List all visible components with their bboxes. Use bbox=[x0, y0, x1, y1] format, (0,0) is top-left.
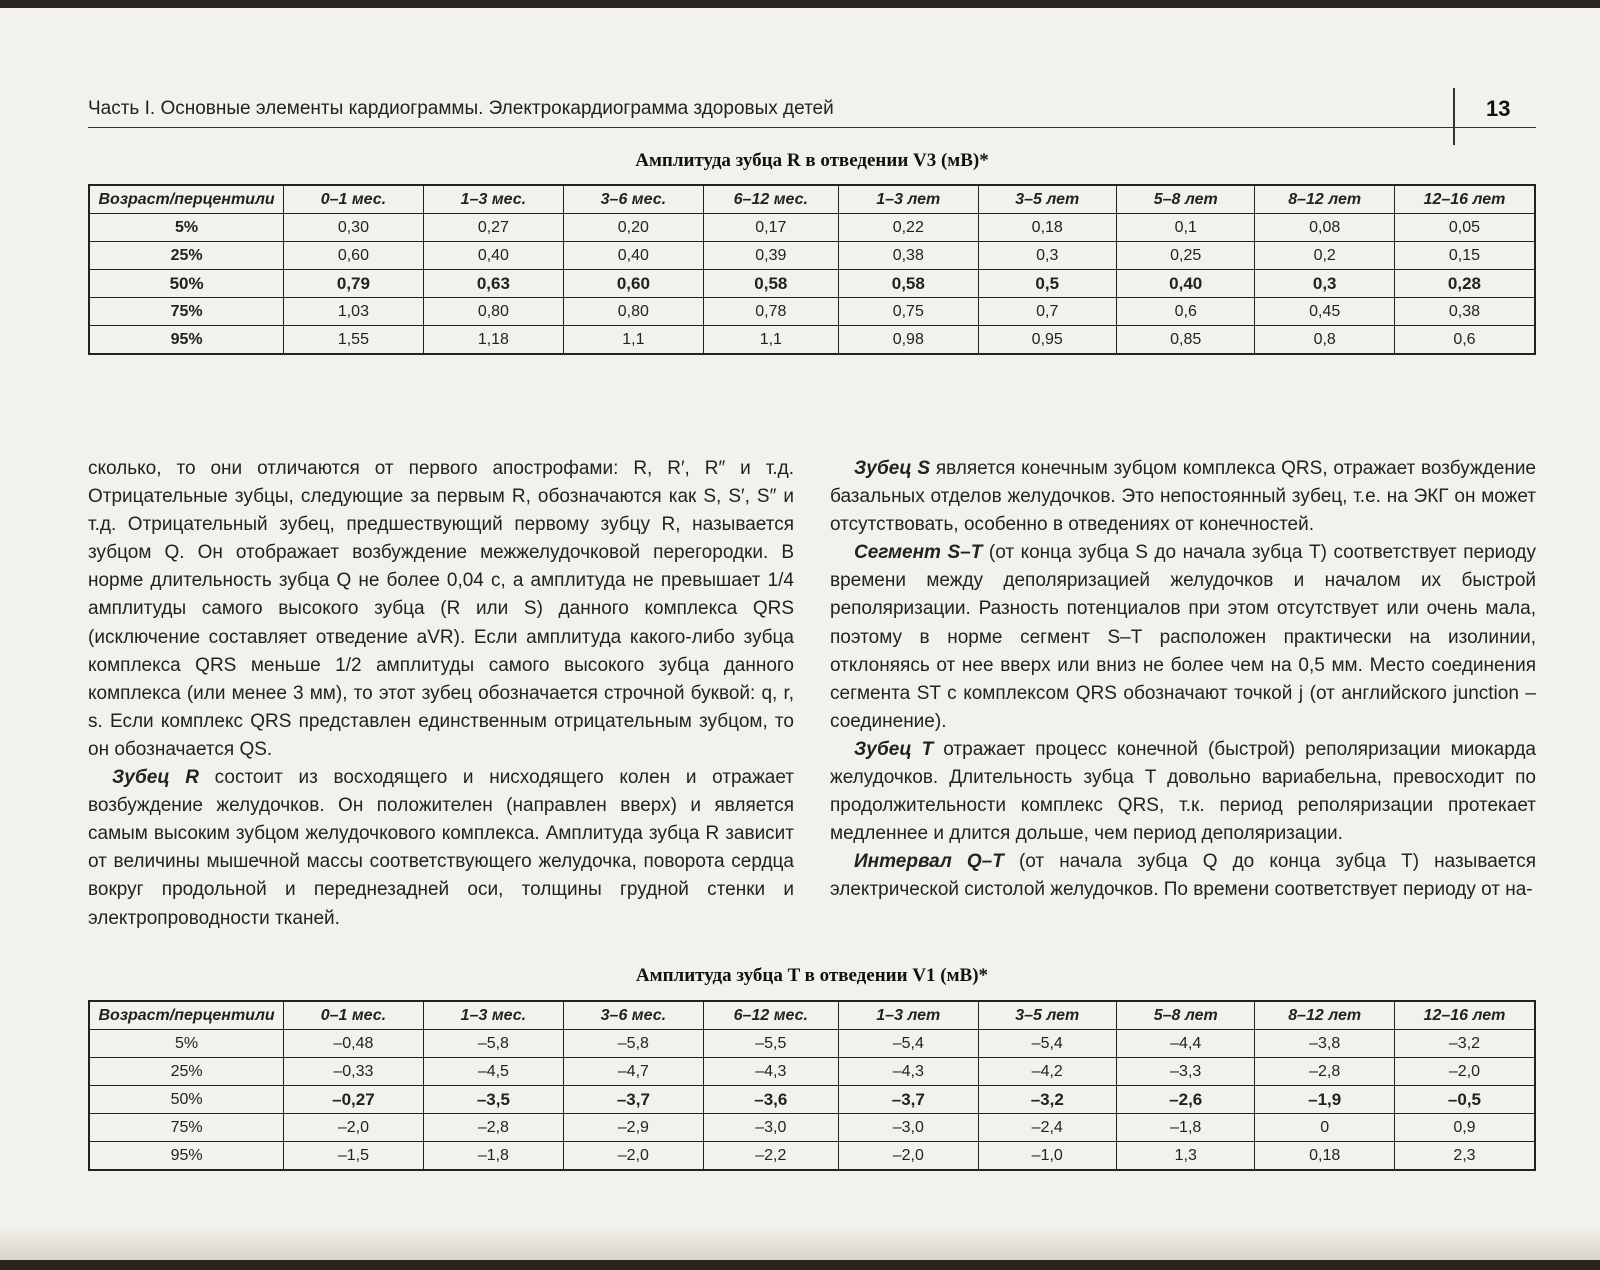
table-header-row bbox=[89, 1001, 1535, 1030]
paragraph-text: отражает процесс конечной (быстрой) реполяризации миокарда желудочков. Длительность зубца T довольно вариабельна, превосходит по продолжительности комплекс QRS, т.к. период реполяризации протекает медленнее и длится дольше, чем период деполяризации. bbox=[830, 738, 1537, 845]
row-label: 25% bbox=[89, 1058, 284, 1086]
table-cell: –1,0 bbox=[978, 1142, 1116, 1171]
header-cell: 3–6 мес. bbox=[564, 1001, 703, 1030]
header-cell: 8–12 лет bbox=[1255, 1001, 1394, 1030]
page-bottom-edge bbox=[0, 1226, 1600, 1260]
table-row bbox=[89, 1058, 1535, 1086]
table-t-wave-v1 bbox=[88, 1000, 1536, 1171]
header-cell: 3–5 лет bbox=[978, 1001, 1116, 1030]
table-cell: –4,2 bbox=[978, 1058, 1116, 1086]
term-st-segment: Сегмент S–T bbox=[854, 542, 983, 564]
paragraph bbox=[830, 848, 1536, 904]
term-qt-interval: Интервал Q–T bbox=[854, 851, 1004, 873]
paragraph bbox=[88, 764, 794, 933]
paragraph-text: состоит из восходящего и нисходящего колен и отражает возбуждение желудочков. Он положителен (направлен вверх) и является самым высоким зубцом желудочкового комплекса. Амплитуда зубца R зависит от величины мышечной массы соответствующего желудочка, поворота сердца вокруг продольной и переднезадней оси, толщины грудной стенки и электропроводности тканей. bbox=[88, 767, 794, 929]
header-cell: 0–1 мес. bbox=[284, 185, 423, 214]
header-cell: 3–6 мес. bbox=[564, 185, 703, 214]
table-cell: 1,1 bbox=[703, 326, 838, 355]
table-cell: 0,25 bbox=[1116, 242, 1254, 270]
table-cell: 0,40 bbox=[564, 242, 703, 270]
paragraph-text: (от начала зубца Q до конца зубца T) называется электрической систолой желудочков. По времени соответствует периоду от на- bbox=[830, 851, 1536, 901]
table-cell: –3,7 bbox=[564, 1086, 703, 1114]
table-cell: –3,2 bbox=[1394, 1030, 1535, 1058]
table-cell: 0,40 bbox=[423, 242, 563, 270]
table-cell: –2,8 bbox=[1255, 1058, 1394, 1086]
table-row-median bbox=[89, 270, 1535, 298]
table-cell: 0,80 bbox=[564, 298, 703, 326]
table-cell: –5,4 bbox=[839, 1030, 978, 1058]
table-cell: 0,75 bbox=[839, 298, 978, 326]
table-cell: 1,18 bbox=[423, 326, 563, 355]
table-cell: –3,7 bbox=[839, 1086, 978, 1114]
table-row bbox=[89, 326, 1535, 355]
table-cell: –2,0 bbox=[1394, 1058, 1535, 1086]
table-cell: –5,4 bbox=[978, 1030, 1116, 1058]
header-cell: 12–16 лет bbox=[1394, 185, 1535, 214]
table-cell: –3,8 bbox=[1255, 1030, 1394, 1058]
header-cell: 12–16 лет bbox=[1394, 1001, 1535, 1030]
header-cell: 3–5 лет bbox=[978, 185, 1116, 214]
table-cell: 0,3 bbox=[1255, 270, 1394, 298]
table-cell: 0,15 bbox=[1394, 242, 1535, 270]
table-cell: –2,8 bbox=[423, 1114, 563, 1142]
table-cell: –0,27 bbox=[284, 1086, 423, 1114]
row-label: 5% bbox=[89, 1030, 284, 1058]
table2-caption: Амплитуда зубца T в отведении V1 (мВ)* bbox=[635, 965, 989, 986]
table-cell: 0,18 bbox=[1255, 1142, 1394, 1171]
table-cell: 0,9 bbox=[1394, 1114, 1535, 1142]
table-cell: –5,8 bbox=[564, 1030, 703, 1058]
table-cell: –4,4 bbox=[1116, 1030, 1254, 1058]
table-cell: 0,79 bbox=[284, 270, 423, 298]
table-row bbox=[89, 1030, 1535, 1058]
table-cell: –3,6 bbox=[703, 1086, 838, 1114]
table-cell: 0,2 bbox=[1255, 242, 1394, 270]
table-cell: –4,3 bbox=[703, 1058, 838, 1086]
running-title: Часть I. Основные элементы кардиограммы. Электрокардиограмма здоровых детей bbox=[88, 98, 834, 119]
row-label: 75% bbox=[89, 1114, 284, 1142]
table-cell: 0,60 bbox=[564, 270, 703, 298]
table-cell: 0,28 bbox=[1394, 270, 1535, 298]
table-cell: –3,0 bbox=[703, 1114, 838, 1142]
table-header-row bbox=[89, 185, 1535, 214]
table-cell: –5,8 bbox=[423, 1030, 563, 1058]
table-cell: 0,58 bbox=[703, 270, 838, 298]
row-label: 25% bbox=[89, 242, 284, 270]
row-label: 50% bbox=[89, 1086, 284, 1114]
table-cell: 0,63 bbox=[423, 270, 563, 298]
table1-caption: Амплитуда зубца R в отведении V3 (мВ)* bbox=[635, 150, 989, 171]
term-s-wave: Зубец S bbox=[854, 458, 931, 479]
paragraph-text: является конечным зубцом комплекса QRS, отражает возбуждение базальных отделов желудочков. Это непостоянный зубец, т.е. на ЭКГ он может отсутствовать, особенно в отведениях от конечностей. bbox=[830, 458, 1536, 536]
paragraph bbox=[830, 539, 1536, 736]
table-cell: 0,1 bbox=[1116, 214, 1254, 242]
table-cell: 0,38 bbox=[1394, 298, 1535, 326]
table-cell: –3,5 bbox=[423, 1086, 563, 1114]
table-cell: 0,38 bbox=[839, 242, 978, 270]
table-cell: 0,58 bbox=[839, 270, 978, 298]
table-cell: –3,2 bbox=[978, 1086, 1116, 1114]
table-cell: 1,3 bbox=[1116, 1142, 1254, 1171]
table-cell: 0,18 bbox=[978, 214, 1116, 242]
table-cell: 0,78 bbox=[703, 298, 838, 326]
table-cell: 0,39 bbox=[703, 242, 838, 270]
table-cell: 1,03 bbox=[284, 298, 423, 326]
header-cell: 5–8 лет bbox=[1116, 1001, 1254, 1030]
table-cell: –4,5 bbox=[423, 1058, 563, 1086]
table-cell: –2,9 bbox=[564, 1114, 703, 1142]
table-cell: 0,20 bbox=[564, 214, 703, 242]
header-cell: Возраст/перцентили bbox=[89, 1001, 284, 1030]
table-row bbox=[89, 1142, 1535, 1171]
table-cell: 0,22 bbox=[839, 214, 978, 242]
table-cell: 0,85 bbox=[1116, 326, 1254, 355]
header-cell: Возраст/перцентили bbox=[89, 185, 284, 214]
table-cell: 0,5 bbox=[978, 270, 1116, 298]
table-cell: –2,0 bbox=[284, 1114, 423, 1142]
header-cell: 1–3 лет bbox=[839, 185, 978, 214]
term-r-wave: Зубец R bbox=[112, 767, 199, 789]
table-cell: –0,5 bbox=[1394, 1086, 1535, 1114]
row-label: 50% bbox=[89, 270, 284, 298]
table-cell: –4,7 bbox=[564, 1058, 703, 1086]
table-cell: –2,6 bbox=[1116, 1086, 1254, 1114]
row-label: 75% bbox=[89, 298, 284, 326]
table-cell: –2,4 bbox=[978, 1114, 1116, 1142]
page-number: 13 bbox=[1486, 96, 1511, 121]
table-cell: –1,8 bbox=[423, 1142, 563, 1171]
table-cell: 0,6 bbox=[1116, 298, 1254, 326]
term-t-wave: Зубец T bbox=[854, 738, 934, 760]
paragraph bbox=[830, 455, 1536, 539]
header-cell: 1–3 лет bbox=[839, 1001, 978, 1030]
left-text-column bbox=[88, 455, 794, 933]
table-cell: 0 bbox=[1255, 1114, 1394, 1142]
table-cell: 1,55 bbox=[284, 326, 423, 355]
table-cell: 0,45 bbox=[1255, 298, 1394, 326]
table-cell: –3,0 bbox=[839, 1114, 978, 1142]
table-cell: 1,1 bbox=[564, 326, 703, 355]
table-cell: –3,3 bbox=[1116, 1058, 1254, 1086]
table-cell: 2,3 bbox=[1394, 1142, 1535, 1171]
header-cell: 8–12 лет bbox=[1255, 185, 1394, 214]
table-row-median bbox=[89, 1086, 1535, 1114]
table-cell: 0,6 bbox=[1394, 326, 1535, 355]
header-divider bbox=[1453, 88, 1455, 145]
paragraph bbox=[830, 736, 1536, 848]
table-cell: 0,27 bbox=[423, 214, 563, 242]
page-header bbox=[88, 88, 1536, 128]
table-cell: 0,95 bbox=[978, 326, 1116, 355]
table-cell: 0,8 bbox=[1255, 326, 1394, 355]
table-row bbox=[89, 214, 1535, 242]
row-label: 95% bbox=[89, 1142, 284, 1171]
header-cell: 1–3 мес. bbox=[423, 185, 563, 214]
table-cell: 0,05 bbox=[1394, 214, 1535, 242]
table-cell: 0,60 bbox=[284, 242, 423, 270]
book-page bbox=[0, 8, 1600, 1252]
table-row bbox=[89, 298, 1535, 326]
table-cell: 0,3 bbox=[978, 242, 1116, 270]
table-cell: –1,5 bbox=[284, 1142, 423, 1171]
row-label: 95% bbox=[89, 326, 284, 355]
table-row bbox=[89, 242, 1535, 270]
row-label: 5% bbox=[89, 214, 284, 242]
right-text-column bbox=[830, 455, 1536, 905]
table-cell: 0,08 bbox=[1255, 214, 1394, 242]
table-cell: –0,33 bbox=[284, 1058, 423, 1086]
paragraph-text: (от конца зубца S до начала зубца T) соответствует периоду времени между деполяризацией желудочков и началом их быстрой реполяризации. Разность потенциалов при этом отсутствует или очень мала, поэтому в норме сегмент S–T расположен практически на изолинии, отклоняясь от нее вверх или вниз не более чем на 0,5 мм. Место соединения сегмента ST с комплексом QRS обозначают точкой j (от английского junction – соединение). bbox=[830, 542, 1536, 732]
table-cell: –1,9 bbox=[1255, 1086, 1394, 1114]
table-cell: 0,40 bbox=[1116, 270, 1254, 298]
paragraph: сколько, то они отличаются от первого апострофами: R, R′, R″ и т.д. Отрицательные зубцы, следующие за первым R, обозначаются как S, S′, S″ и т.д. Отрицательный зубец, предшествующий первому зубцу R, называется зубцом Q. Он отображает возбуждение межжелудочковой перегородки. В норме длительность зубца Q не более 0,04 с, а амплитуда не превышает 1/4 амплитуды самого высокого зубца (R или S) данного комплекса QRS (исключение составляет отведение aVR). Если амплитуда какого-либо зубца комплекса QRS меньше 1/2 амплитуды самого высокого зубца данного комплекса (или менее 3 мм), то этот зубец обозначается строчной буквой: q, r, s. Если комплекс QRS представлен единственным отрицательным зубцом, то он обозначается QS. bbox=[88, 458, 794, 760]
header-cell: 6–12 мес. bbox=[703, 185, 838, 214]
header-rule bbox=[88, 127, 1536, 128]
table-cell: –0,48 bbox=[284, 1030, 423, 1058]
table-cell: 0,17 bbox=[703, 214, 838, 242]
table-cell: 0,30 bbox=[284, 214, 423, 242]
header-cell: 5–8 лет bbox=[1116, 185, 1254, 214]
table-cell: –2,0 bbox=[839, 1142, 978, 1171]
header-cell: 1–3 мес. bbox=[423, 1001, 563, 1030]
table-cell: –2,2 bbox=[703, 1142, 838, 1171]
table-cell: 0,7 bbox=[978, 298, 1116, 326]
table-cell: –1,8 bbox=[1116, 1114, 1254, 1142]
table-cell: 0,80 bbox=[423, 298, 563, 326]
table-r-wave-v3 bbox=[88, 184, 1536, 355]
table-cell: –5,5 bbox=[703, 1030, 838, 1058]
header-cell: 6–12 мес. bbox=[703, 1001, 838, 1030]
table-cell: –4,3 bbox=[839, 1058, 978, 1086]
table-row bbox=[89, 1114, 1535, 1142]
table-cell: 0,98 bbox=[839, 326, 978, 355]
table-cell: –2,0 bbox=[564, 1142, 703, 1171]
header-cell: 0–1 мес. bbox=[284, 1001, 423, 1030]
